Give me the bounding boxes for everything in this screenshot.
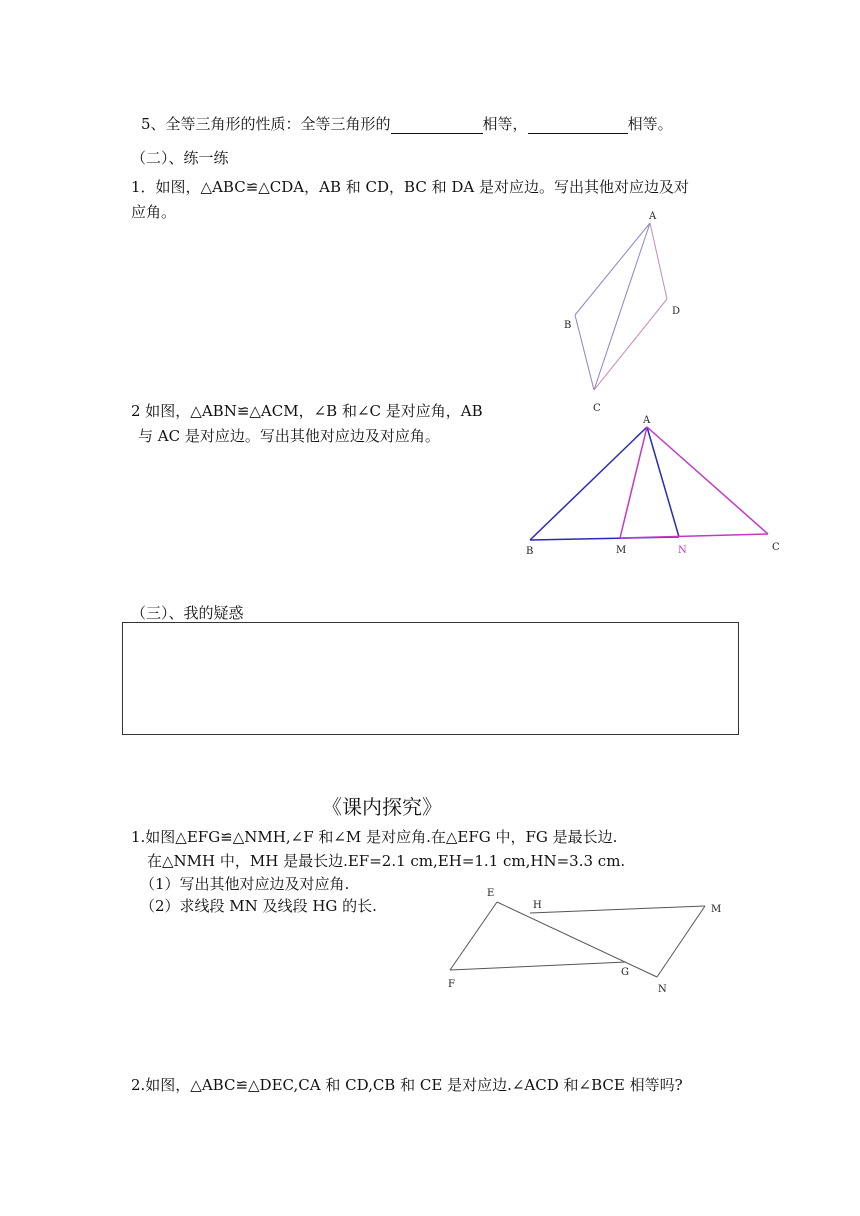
- fig2-segment-ab: [530, 427, 647, 540]
- explore-p1-line1: 1.如图△EFG≌△NMH,∠F 和∠M 是对应角.在△EFG 中，FG 是最长边.: [131, 828, 618, 846]
- fig1-label-a: A: [649, 211, 657, 222]
- fig3-label-n: N: [658, 984, 667, 995]
- fig1-segment-bc: [575, 315, 594, 390]
- explore-p2-line1: 2.如图，△ABC≌△DEC,CA 和 CD,CB 和 CE 是对应边.∠ACD 和∠BCE 相等吗?: [131, 1076, 683, 1094]
- fig3-label-h: H: [533, 900, 542, 911]
- fig3-segment-mn: [657, 906, 705, 977]
- explore-title: 《课内探究》: [322, 795, 442, 819]
- fig3-segment-ef: [450, 902, 497, 970]
- fig3-segment-fg: [450, 962, 626, 970]
- fig1-label-c: C: [593, 403, 601, 414]
- fig3-label-g: G: [621, 967, 629, 978]
- fig2-label-m: M: [616, 545, 627, 556]
- fig2-segment-ac: [647, 427, 768, 534]
- fig1-label-d: D: [672, 306, 681, 317]
- explore-p1-sub2: （2）求线段 MN 及线段 HG 的长.: [140, 897, 377, 915]
- section2-heading: （二）、练一练: [131, 149, 229, 167]
- fig2-label-c: C: [772, 542, 780, 553]
- q2-line2: 与 AC 是对应边。写出其他对应边及对应角。: [138, 427, 440, 445]
- fig3-label-e: E: [487, 888, 495, 899]
- fig1-segment-dc: [594, 299, 667, 390]
- section3-heading: （三）、我的疑惑: [131, 604, 244, 622]
- fig3-segment-hm: [530, 906, 705, 913]
- explore-p1-sub1: （1）写出其他对应边及对应角.: [140, 875, 350, 893]
- item5-text-b: 相等，: [482, 115, 528, 133]
- fig2-segment-mc: [620, 534, 768, 538]
- fig3-label-m: M: [711, 904, 722, 915]
- fig1-segment-ab: [575, 223, 650, 315]
- fig1-segment-ac: [594, 223, 650, 390]
- fig3-label-f: F: [448, 979, 455, 990]
- q1-line1: 1．如图，△ABC≌△CDA，AB 和 CD，BC 和 DA 是对应边。写出其他对应边及对: [131, 178, 689, 196]
- fig2-segment-am: [620, 427, 647, 538]
- fig1-label-b: B: [564, 320, 572, 331]
- q1-line2: 应角。: [131, 203, 177, 221]
- figure-abcd: [564, 211, 680, 414]
- q2-line1: 2 如图，△ABN≌△ACM，∠B 和∠C 是对应角，AB: [131, 402, 483, 420]
- figure-efg-nmh: [448, 888, 721, 995]
- fig3-segment-en: [497, 902, 657, 977]
- fig2-segment-an: [647, 427, 679, 537]
- explore-p1-line2: 在△NMH 中，MH 是最长边.EF=2.1 cm,EH=1.1 cm,HN=3.3 cm.: [147, 852, 626, 870]
- figure-abnm: [526, 415, 780, 557]
- item5-text-c: 相等。: [627, 115, 673, 133]
- fig1-segment-ad: [650, 223, 667, 299]
- fig2-label-n: N: [678, 545, 687, 556]
- fig2-label-b: B: [526, 546, 534, 557]
- item5-text-a: 5、全等三角形的性质：全等三角形的: [141, 115, 391, 133]
- fig2-label-a: A: [643, 415, 651, 426]
